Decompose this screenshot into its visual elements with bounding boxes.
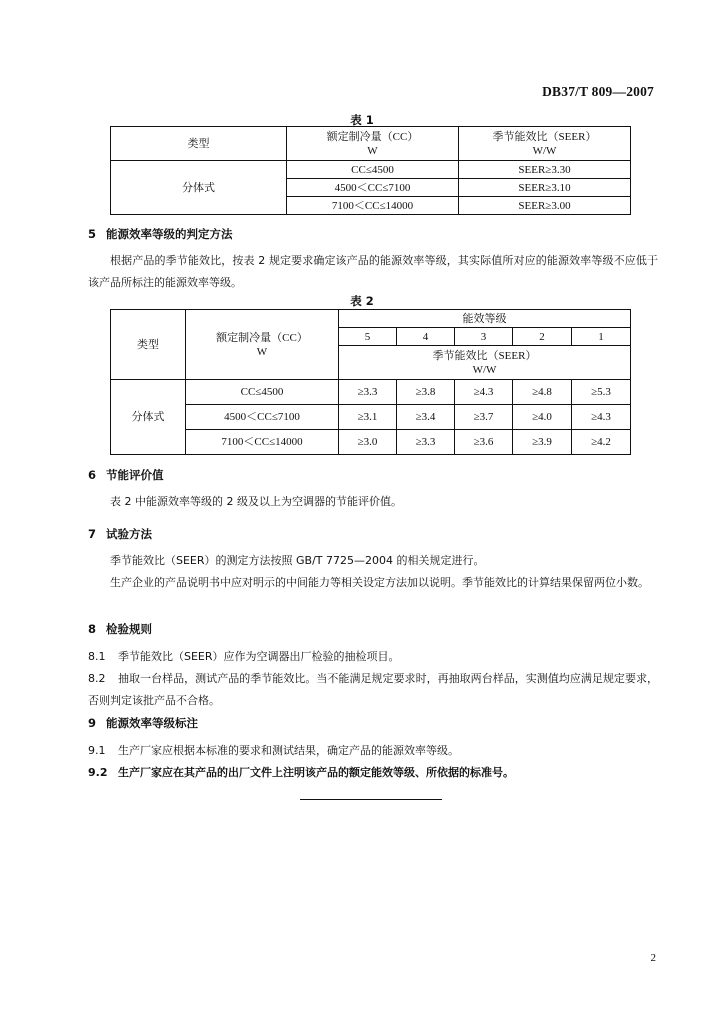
table1-header-type: 类型 bbox=[111, 127, 287, 161]
table1-row2-seer: SEER≥3.10 bbox=[459, 179, 631, 197]
table2-grade-2: 2 bbox=[513, 328, 572, 346]
section8-item-1-text: 季节能效比（SEER）应作为空调器出厂检验的抽检项目。 bbox=[118, 650, 400, 663]
table1-header-seer-label: 季节能效比（SEER） bbox=[492, 130, 597, 143]
table1-row1-cc: CC≤4500 bbox=[287, 161, 459, 179]
table2-row3-grade1: ≥4.2 bbox=[572, 430, 631, 455]
section7-heading bbox=[88, 526, 152, 542]
section8-item-2-number: 8.2 bbox=[88, 672, 106, 685]
section9-item-2 bbox=[88, 762, 658, 784]
section6-body: 表 2 中能源效率等级的 2 级及以上为空调器的节能评价值。 bbox=[110, 495, 402, 508]
table2-row3-grade2: ≥3.9 bbox=[513, 430, 572, 455]
table1-header-cc-label: 额定制冷量（CC） bbox=[326, 130, 419, 143]
table2 bbox=[110, 309, 631, 455]
table2-row2-grade2: ≥4.0 bbox=[513, 405, 572, 430]
section8-number: 8 bbox=[88, 622, 97, 636]
section7-para1: 季节能效比（SEER）的测定方法按照 GB/T 7725—2004 的相关规定进行。 bbox=[110, 554, 485, 567]
section9-item-2-number: 9.2 bbox=[88, 766, 108, 779]
table2-header-cc-unit: W bbox=[256, 345, 268, 358]
section6-title: 节能评价值 bbox=[106, 468, 164, 482]
table2-row1-grade1: ≥5.3 bbox=[572, 380, 631, 405]
table2-row2-grade1: ≥4.3 bbox=[572, 405, 631, 430]
table2-grade-3: 3 bbox=[455, 328, 513, 346]
section7-para2: 生产企业的产品说明书中应对明示的中间能力等相关设定方法加以说明。季节能效比的计算结果保留两位小数。 bbox=[110, 576, 649, 589]
table2-grade-5: 5 bbox=[339, 328, 397, 346]
section9-item-1-number: 9.1 bbox=[88, 744, 106, 757]
table1-row3-seer: SEER≥3.00 bbox=[459, 197, 631, 215]
table1-row1-seer: SEER≥3.30 bbox=[459, 161, 631, 179]
table2-header-seer-unit: W/W bbox=[472, 363, 497, 376]
table2-row3-grade5: ≥3.0 bbox=[339, 430, 397, 455]
section9-item-1-text: 生产厂家应根据本标准的要求和测试结果，确定产品的能源效率等级。 bbox=[118, 744, 459, 757]
table1-header-cc bbox=[287, 127, 459, 161]
table2-type-cell: 分体式 bbox=[111, 380, 186, 455]
section9-item-2-text: 生产厂家应在其产品的出厂文件上注明该产品的额定能效等级、所依据的标准号。 bbox=[118, 766, 514, 779]
table2-header-cc-label: 额定制冷量（CC） bbox=[216, 331, 308, 344]
table2-row1-grade5: ≥3.3 bbox=[339, 380, 397, 405]
table1-header-cc-unit: W bbox=[367, 144, 378, 157]
table1 bbox=[110, 126, 631, 215]
section9-title: 能源效率等级标注 bbox=[106, 716, 198, 730]
section5-number: 5 bbox=[88, 227, 97, 241]
table2-row1-cc: CC≤4500 bbox=[186, 380, 339, 405]
section8-item-1 bbox=[88, 646, 658, 668]
table1-row2-cc: 4500＜CC≤7100 bbox=[287, 179, 459, 197]
table2-row2-grade4: ≥3.4 bbox=[397, 405, 455, 430]
section9-number: 9 bbox=[88, 716, 97, 730]
section9-item-1 bbox=[88, 740, 658, 762]
section5-body: 根据产品的季节能效比，按表 2 规定要求确定该产品的能源效率等级，其实际值所对应的能源效率等级不应低于该产品所标注的能源效率等级。 bbox=[88, 254, 658, 289]
page-number: 2 bbox=[650, 952, 656, 964]
table2-row3-grade3: ≥3.6 bbox=[455, 430, 513, 455]
table2-row3-grade4: ≥3.3 bbox=[397, 430, 455, 455]
section8-item-2 bbox=[88, 668, 658, 712]
table2-row2-grade5: ≥3.1 bbox=[339, 405, 397, 430]
table2-header-seer bbox=[339, 346, 631, 380]
section5-title: 能源效率等级的判定方法 bbox=[106, 227, 233, 241]
table1-title: 表 1 bbox=[350, 113, 374, 127]
section8-item-1-number: 8.1 bbox=[88, 650, 106, 663]
table1-row3-cc: 7100＜CC≤14000 bbox=[287, 197, 459, 215]
section6-heading bbox=[88, 467, 164, 483]
table2-row3-cc: 7100＜CC≤14000 bbox=[186, 430, 339, 455]
section7-number: 7 bbox=[88, 527, 97, 541]
table2-row2-grade3: ≥3.7 bbox=[455, 405, 513, 430]
table2-row2-cc: 4500＜CC≤7100 bbox=[186, 405, 339, 430]
standard-number: DB37/T 809—2007 bbox=[542, 84, 654, 99]
section8-heading bbox=[88, 621, 152, 637]
table2-row1-grade4: ≥3.8 bbox=[397, 380, 455, 405]
table1-type-cell: 分体式 bbox=[111, 161, 287, 215]
table2-title: 表 2 bbox=[350, 294, 374, 308]
table1-header-seer bbox=[459, 127, 631, 161]
section7-title: 试验方法 bbox=[106, 527, 152, 541]
table2-row1-grade2: ≥4.8 bbox=[513, 380, 572, 405]
table2-header-type: 类型 bbox=[111, 310, 186, 380]
section5-heading bbox=[88, 226, 233, 242]
table2-header-seer-label: 季节能效比（SEER） bbox=[432, 349, 537, 362]
section8-item-2-text: 抽取一台样品，测试产品的季节能效比。当不能满足规定要求时，再抽取两台样品，实测值均应满足规定要求，否则判定该批产品不合格。 bbox=[88, 672, 658, 707]
end-rule bbox=[300, 799, 442, 800]
section8-title: 检验规则 bbox=[106, 622, 152, 636]
table2-header-grade-group: 能效等级 bbox=[339, 310, 631, 328]
table1-header-seer-unit: W/W bbox=[532, 144, 557, 157]
table2-header-cc bbox=[186, 310, 339, 380]
table2-grade-1: 1 bbox=[572, 328, 631, 346]
table2-row1-grade3: ≥4.3 bbox=[455, 380, 513, 405]
section9-heading bbox=[88, 715, 198, 731]
table2-grade-4: 4 bbox=[397, 328, 455, 346]
section6-number: 6 bbox=[88, 468, 97, 482]
